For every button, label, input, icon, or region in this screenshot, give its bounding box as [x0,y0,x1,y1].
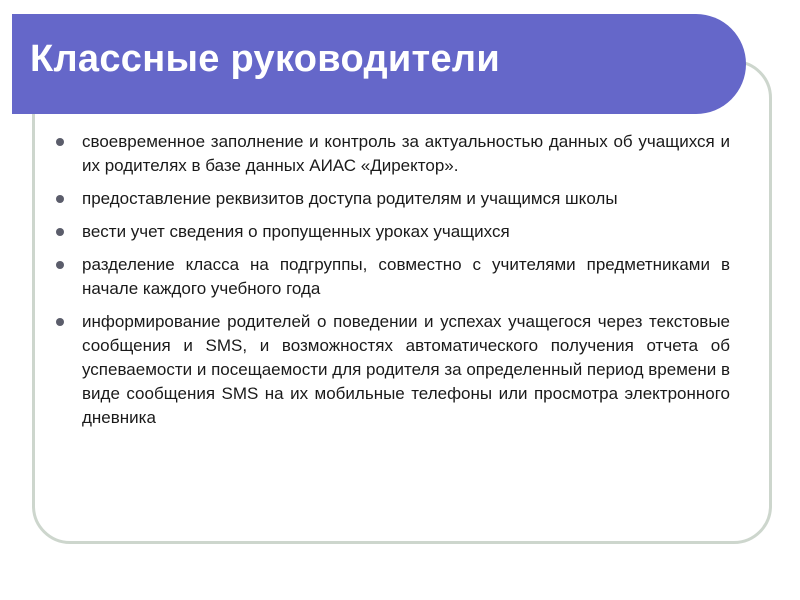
bullet-item [56,220,730,244]
bullet-dot-icon [56,318,64,326]
bullet-text: своевременное заполнение и контроль за актуальностью данных об учащихся и их родителях в базе данных АИАС «Директор». [82,132,730,175]
title-underline [12,105,708,108]
title-bar [12,14,746,114]
bullet-text: предоставление реквизитов доступа родителям и учащимся школы [82,189,618,208]
bullet-text: вести учет сведения о пропущенных уроках учащихся [82,222,510,241]
bullet-item [56,310,730,430]
bullet-dot-icon [56,195,64,203]
bullet-list [56,130,730,439]
bullet-item [56,253,730,301]
bullet-dot-icon [56,228,64,236]
bullet-dot-icon [56,261,64,269]
bullet-item [56,130,730,178]
bullet-text: разделение класса на подгруппы, совместно с учителями предметниками в начале каждого учебного года [82,255,730,298]
bullet-dot-icon [56,138,64,146]
slide-title: Классные руководители [30,38,500,80]
bullet-item [56,187,730,211]
bullet-text: информирование родителей о поведении и успехах учащегося через текстовые сообщения и SMS, и возможностях автоматического получения отчета об успеваемости и посещаемости для родителя за определенный период времени в виде сообщения SMS на их мобильные телефоны или просмотра электронного дневника [82,312,730,427]
